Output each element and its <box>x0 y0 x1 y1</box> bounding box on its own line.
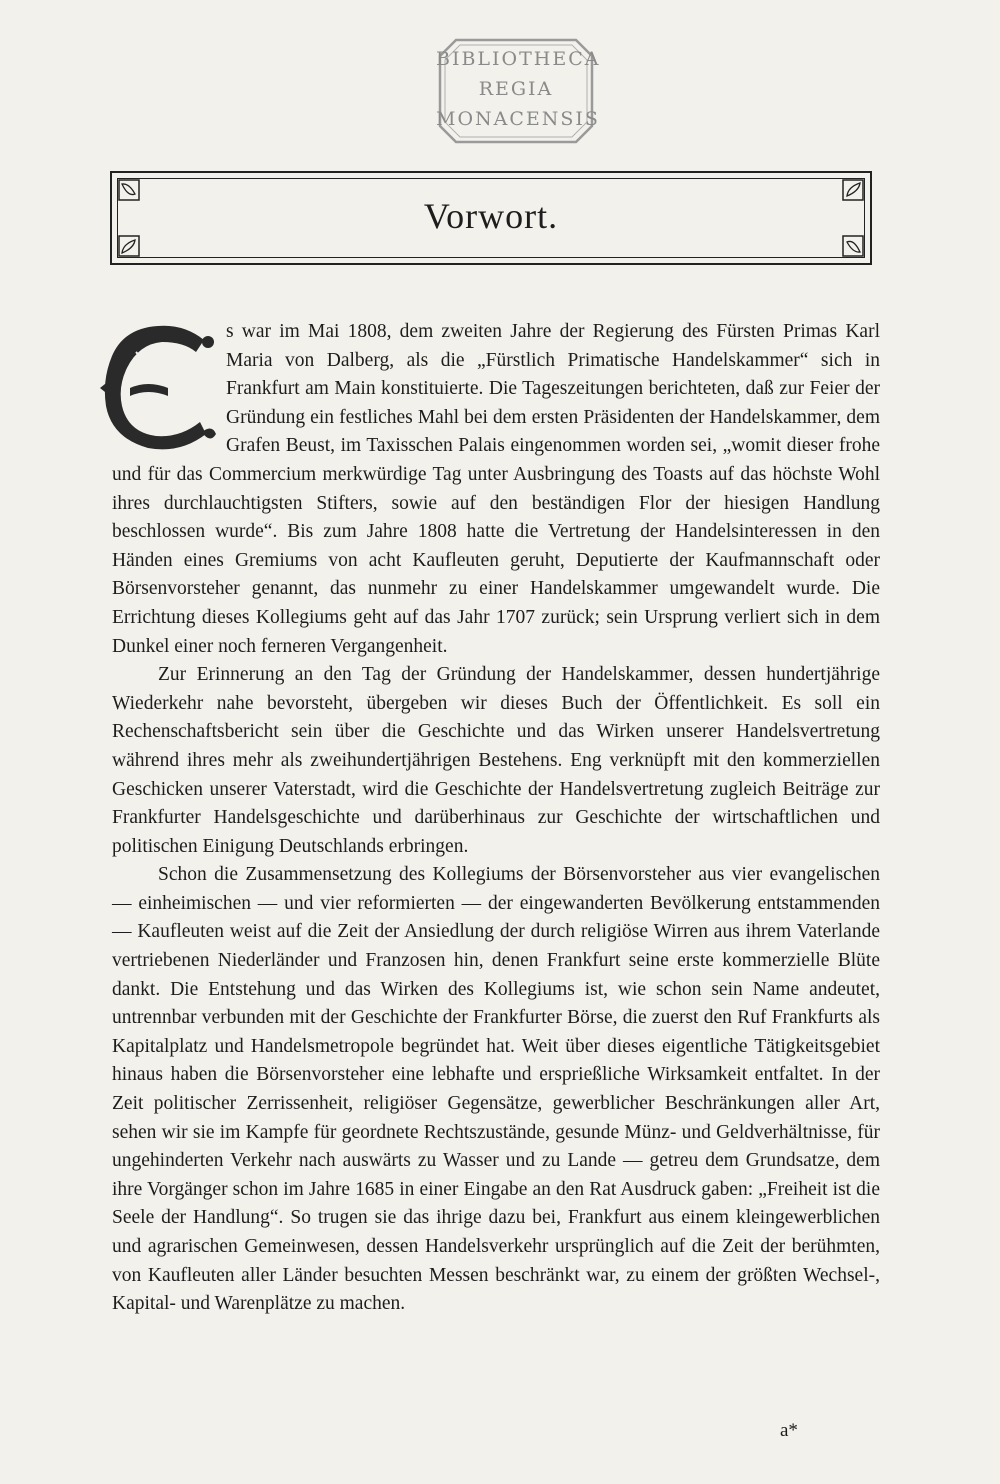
stamp-line: MONACENSIS <box>436 108 600 130</box>
library-stamp <box>436 36 601 146</box>
body-text <box>112 318 880 1319</box>
initial-letter <box>114 314 222 456</box>
stamp-text <box>436 44 601 134</box>
paragraph <box>112 318 880 661</box>
stamp-line: BIBLIOTHECA <box>436 48 601 70</box>
ornamental-initial <box>96 322 220 454</box>
leaf-ornament-icon <box>118 235 140 257</box>
page-title: Vorwort. <box>423 196 559 236</box>
signature-mark: a* <box>780 1420 798 1441</box>
leaf-ornament-icon <box>842 235 864 257</box>
paragraph: Zur Erinnerung an den Tag der Gründung der Handelskammer, dessen hundertjährige Wiederkehr nahe bevorsteht, übergeben wir dieses Buch der Öffentlichkeit. Es soll ein Rechenschaftsbericht sein über die Geschichte und das Wirken unserer Handelsvertretung während ihres mehr als zweihundertjährigen Bestehens. Eng verknüpft mit den kommerziellen Geschicken unserer Vaterstadt, wird die Geschichte der Handelsvertretung zugleich Beiträge zur Frankfurter Handelsgeschichte und darüberhinaus zur Geschichte der wirtschaftlichen und politischen Einigung Deutschlands erbringen. <box>112 664 880 857</box>
paragraph: Schon die Zusammensetzung des Kollegiums der Börsenvorsteher aus vier evangelischen — einheimischen — und vier reformierten — der eingewanderten Bevölkerung entstammenden — Kaufleuten weist auf die Zeit der Ansiedlung der durch religiöse Wirren aus ihrem Vaterlande vertriebenen Niederländer und Franzosen hin, denen Frankfurt seine erste kommerzielle Blüte dankt. Die Entstehung und das Wirken des Kollegiums ist, wie schon sein Name andeutet, untrennbar verbunden mit der Geschichte der Frankfurter Börse, die zuerst den Ruf Frankfurts als Kapitalplatz und Handelsmetropole begründet hat. Weit über dieses eigentliche Tätigkeitsgebiet hinaus haben die Börsenvorsteher eine lebhafte und ersprießliche Wirksamkeit entfaltet. In der Zeit politischer Zerrissenheit, religiöser Gegensätze, gewerblicher Beschränkungen aller Art, sehen wir sie im Kampfe für geordnete Rechtszustände, gesunde Münz- und Geldverhältnisse, für ungehinderten Verkehr nach auswärts zu Wasser und zu Lande — getreu dem Grundsatze, dem ihre Vorgänger schon im Jahre 1685 in einer Eingabe an den Rat Ausdruck gaben: „Freiheit ist die Seele der Handlung“. So trugen sie das ihrige dazu bei, Frankfurt aus einem kleingewerblichen und agrarischen Gemeinwesen, dessen Handelsverkehr ursprünglich auf die Zeit der berühmten, von Kaufleuten aller Länder besuchten Messen beschränkt war, zu einem der größten Wechsel-, Kapital- und Warenplätze zu machen. <box>112 864 880 1315</box>
title-frame <box>110 171 872 265</box>
paragraph-text: s war im Mai 1808, dem zweiten Jahre der Regierung des Fürsten Primas Karl Maria von Dalberg, als die „Fürstlich Primatische Handelskammer“ sich in Frankfurt am Main konstituierte. Die Tageszeitungen berichteten, daß zur Feier der Gründung ein festliches Mahl bei dem ersten Präsidenten der Handelskammer, dem Grafen Beust, im Taxisschen Palais eingenommen worden sei, „womit dieser frohe und für das Commercium merkwürdige Tag unter Ausbringung des Toasts auf das höchste Wohl ihres durchlauchtigsten Stifters, sowie auf den beständigen Flor der hiesigen Handlung beschlossen wurde“. Bis zum Jahre 1808 hatte die Vertretung der Handelsinteressen in den Händen eines Gremiums von acht Kaufleuten geruht, Deputierte der Kaufmannschaft oder Börsenvorsteher genannt, das nunmehr zu einer Handelskammer umgewandelt wurde. Die Errichtung dieses Kollegiums geht auf das Jahr 1707 zurück; sein Ursprung verliert sich in dem Dunkel einer noch ferneren Vergangenheit. <box>112 321 880 657</box>
stamp-line: REGIA <box>478 78 554 100</box>
